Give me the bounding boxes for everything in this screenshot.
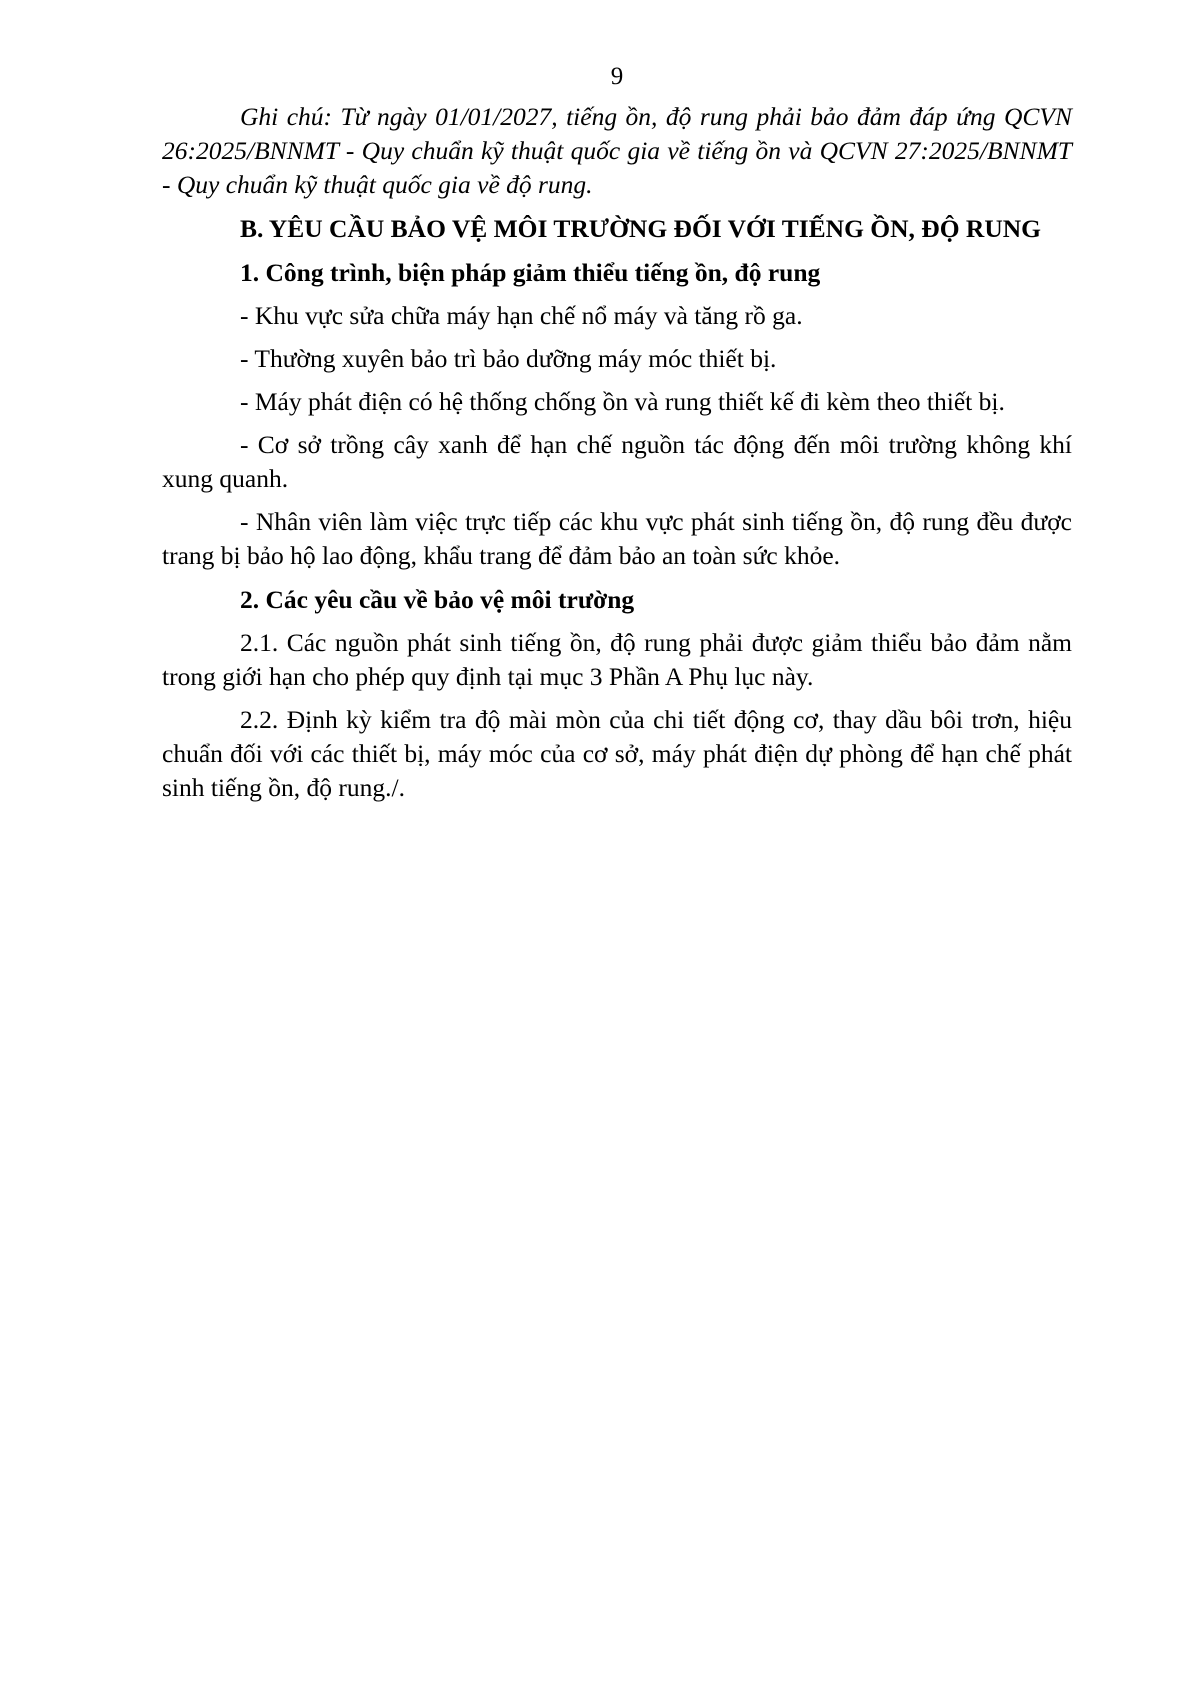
requirement-paragraph: 2.2. Định kỳ kiểm tra độ mài mòn của chi tiết động cơ, thay dầu bôi trơn, hiệu chuẩn đối với các thiết bị, máy móc của cơ sở, máy phát điện dự phòng để hạn chế phát sinh tiếng ồn, độ rung./. (162, 705, 1072, 802)
subsection-1-heading: 1. Công trình, biện pháp giảm thiểu tiếng ồn, độ rung (240, 258, 821, 287)
document-page (162, 60, 1072, 805)
list-item: - Thường xuyên bảo trì bảo dưỡng máy móc thiết bị. (240, 344, 777, 373)
list-item: - Máy phát điện có hệ thống chống ồn và rung thiết kế đi kèm theo thiết bị. (240, 387, 1005, 416)
page-number: 9 (610, 63, 624, 90)
list-item: - Cơ sở trồng cây xanh để hạn chế nguồn tác động đến môi trường không khí xung quanh. (162, 430, 1072, 493)
note-paragraph: Ghi chú: Từ ngày 01/01/2027, tiếng ồn, độ rung phải bảo đảm đáp ứng QCVN 26:2025/BNNMT - Quy chuẩn kỹ thuật quốc gia về tiếng ồn và QCVN 27:2025/BNNMT - Quy chuẩn kỹ thuật quốc gia về độ rung. (162, 102, 1072, 199)
section-b-heading: B. YÊU CẦU BẢO VỆ MÔI TRƯỜNG ĐỐI VỚI TIẾNG ỒN, ĐỘ RUNG (240, 214, 1041, 243)
requirement-paragraph: 2.1. Các nguồn phát sinh tiếng ồn, độ rung phải được giảm thiểu bảo đảm nằm trong giới hạn cho phép quy định tại mục 3 Phần A Phụ lục này. (162, 628, 1072, 691)
list-item: - Nhân viên làm việc trực tiếp các khu vực phát sinh tiếng ồn, độ rung đều được trang bị bảo hộ lao động, khẩu trang để đảm bảo an toàn sức khỏe. (162, 507, 1072, 570)
subsection-2-heading: 2. Các yêu cầu về bảo vệ môi trường (240, 585, 635, 614)
list-item: - Khu vực sửa chữa máy hạn chế nổ máy và tăng rồ ga. (240, 301, 803, 330)
